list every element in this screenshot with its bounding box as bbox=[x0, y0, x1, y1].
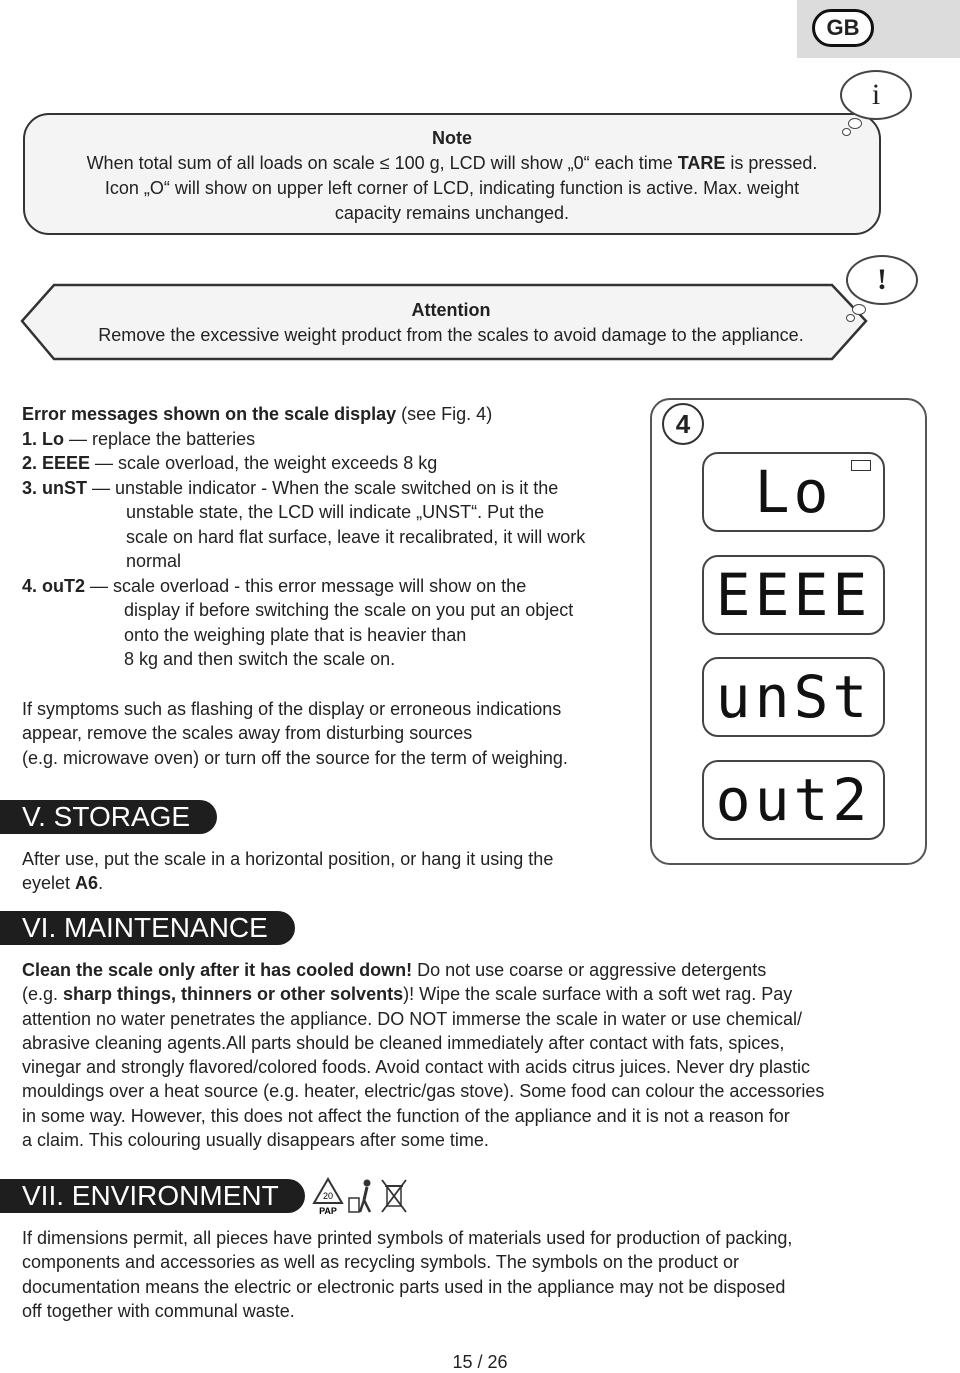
error-item-cont: 8 kg and then switch the scale on. bbox=[124, 649, 396, 669]
weee-crossed-bin-icon bbox=[380, 1178, 408, 1214]
error-messages bbox=[22, 402, 652, 672]
environment-paragraph: If dimensions permit, all pieces have printed symbols of materials used for production of packing, components and accessories as well as recycling symbols. The symbols on the product or documentation means the electric or electronic parts used in the appliance may not be disposed off together with communal waste. bbox=[22, 1228, 793, 1321]
note-line-3: capacity remains unchanged. bbox=[334, 203, 570, 223]
symptoms-paragraph: If symptoms such as flashing of the display or erroneous indications appear, remove the scales away from disturbing sources (e.g. microwave oven) or turn off the source for the term of weighing. bbox=[22, 699, 568, 768]
lcd-display-lo: Lo bbox=[702, 452, 885, 532]
maintenance-paragraph: Clean the scale only after it has cooled down! Do not use coarse or aggressive detergents (e.g. sharp things, thinners or other solvents)! Wipe the scale surface with a soft wet rag. Pay attention no water penetrates the appliance. DO NOT immerse the scale in water or use chemical/ abrasive cleaning agents.All parts should be cleaned immediately after contact with fats, spices, vinegar and strongly flavored/colored foods. Avoid contact with acids citrus juices. Never dry plastic mouldings over a heat source (e.g. heater, electric/gas stove). Some food can colour the accessories in some way. However, this does not affect the function of the appliance and it is not a reason for a claim. This colouring usually disappears after some time. bbox=[22, 960, 825, 1151]
environment-heading: VII. ENVIRONMENT bbox=[0, 1179, 305, 1213]
storage-heading: V. STORAGE bbox=[0, 800, 217, 834]
note-line-2: Icon „O“ will show on upper left corner of LCD, indicating function is active. Max. weight bbox=[104, 178, 800, 198]
error-item-cont: normal bbox=[126, 551, 182, 571]
note-title: Note bbox=[432, 128, 472, 148]
note-box bbox=[23, 113, 881, 235]
svg-text:20: 20 bbox=[322, 1191, 334, 1201]
error-item-cont: display if before switching the scale on you put an object bbox=[124, 600, 574, 620]
attention-text-block bbox=[40, 298, 862, 348]
svg-text:PAP: PAP bbox=[319, 1206, 337, 1216]
cloud-tail-dot bbox=[846, 314, 855, 322]
page-number: 15 / 26 bbox=[452, 1352, 508, 1372]
cloud-tail-dot bbox=[848, 118, 862, 129]
error-item: 4. ouT2 — scale overload - this error message will show on the bbox=[22, 575, 527, 596]
info-cloud-icon: i bbox=[840, 70, 912, 120]
attention-title: Attention bbox=[411, 300, 491, 320]
error-item-cont: onto the weighing plate that is heavier than bbox=[124, 624, 467, 645]
error-item: 1. Lo — replace the batteries bbox=[22, 428, 256, 449]
lcd-display-out2: out2 bbox=[702, 760, 885, 840]
cloud-tail-dot bbox=[852, 304, 866, 315]
error-item-cont: unstable state, the LCD will indicate „UNST“. Put the bbox=[126, 502, 545, 522]
note-line-1: When total sum of all loads on scale ≤ 100 g, LCD will show „0“ each time TARE is pressed. bbox=[86, 153, 818, 173]
error-heading: Error messages shown on the scale display (see Fig. 4) bbox=[22, 404, 493, 424]
cloud-tail-dot bbox=[842, 128, 851, 136]
error-item: 3. unST — unstable indicator - When the scale switched on is it the bbox=[22, 477, 559, 498]
language-badge: GB bbox=[812, 9, 874, 47]
lcd-display-eeee: EEEE bbox=[702, 555, 885, 635]
dispose-in-bin-icon bbox=[346, 1178, 378, 1214]
maintenance-heading: VI. MAINTENANCE bbox=[0, 911, 295, 945]
figure-number: 4 bbox=[662, 403, 704, 445]
lcd-display-unst: unSt bbox=[702, 657, 885, 737]
warning-cloud-icon: ! bbox=[846, 255, 918, 305]
error-item-cont: scale on hard flat surface, leave it recalibrated, it will work bbox=[126, 526, 586, 547]
error-item: 2. EEEE — scale overload, the weight exceeds 8 kg bbox=[22, 453, 438, 473]
recycle-pap-icon bbox=[312, 1176, 344, 1216]
storage-paragraph: After use, put the scale in a horizontal position, or hang it using the eyelet A6. bbox=[22, 849, 554, 894]
attention-text: Remove the excessive weight product from the scales to avoid damage to the appliance. bbox=[98, 325, 804, 345]
